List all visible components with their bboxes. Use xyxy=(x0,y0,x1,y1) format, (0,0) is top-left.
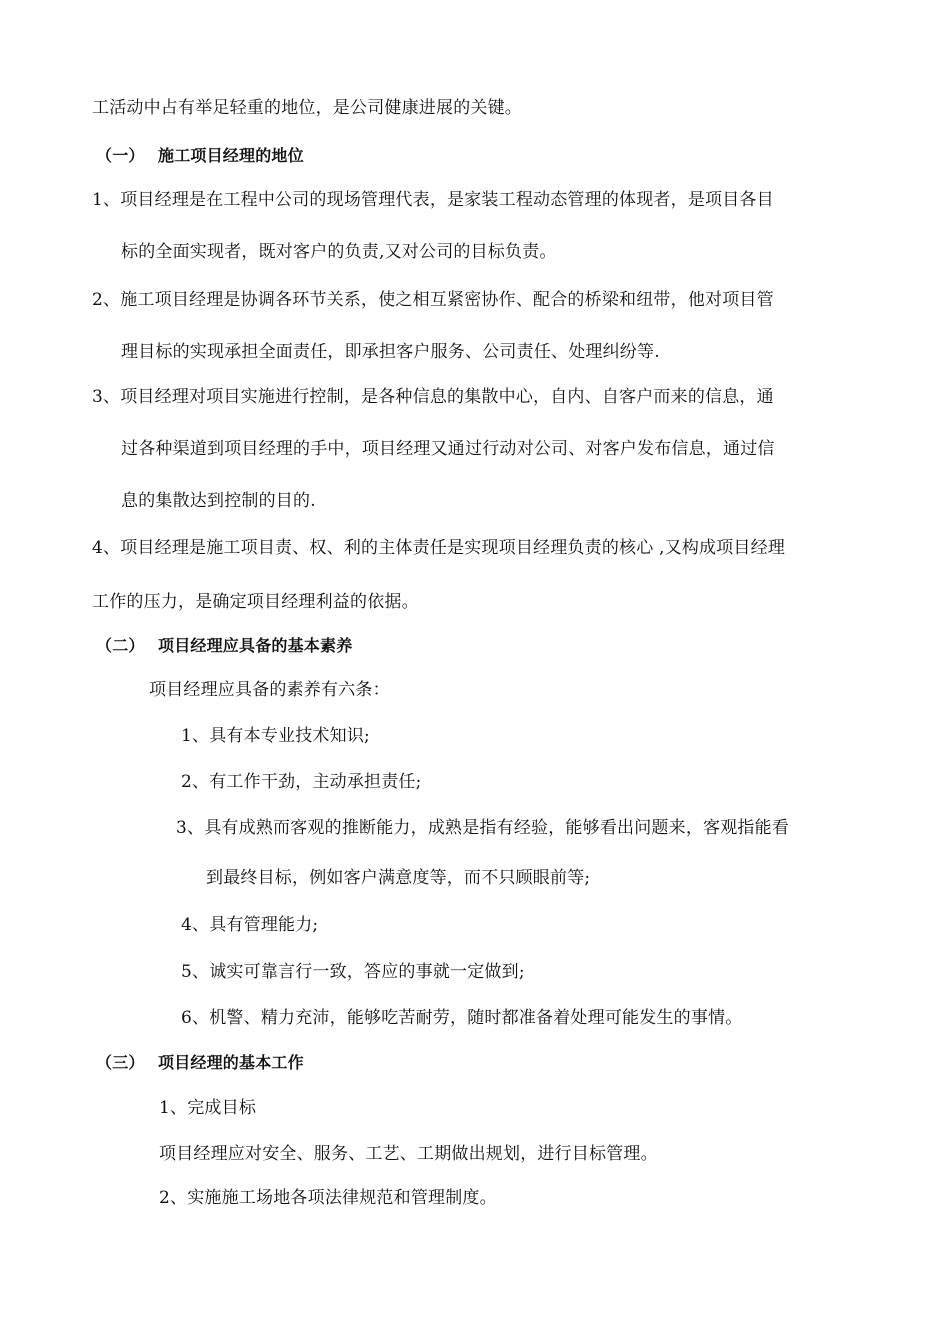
section-2-heading xyxy=(96,634,352,658)
section-2-item-1: 1、具有本专业技术知识; xyxy=(181,726,370,746)
section-1-item-3-line-3: 息的集散达到控制的目的. xyxy=(121,491,316,511)
section-1-item-4-line-1: 4、项目经理是施工项目责、权、利的主体责任是实现项目经理负责的核心 ,又构成项目经理 xyxy=(92,538,786,558)
section-2-number: （二） xyxy=(96,636,145,655)
section-1-item-3-line-1: 3、项目经理对项目实施进行控制，是各种信息的集散中心，自内、自客户而来的信息，通 xyxy=(92,387,774,407)
section-3-item-1-detail: 项目经理应对安全、服务、工艺、工期做出规划，进行目标管理。 xyxy=(159,1144,658,1164)
section-1-item-1-line-1: 1、项目经理是在工程中公司的现场管理代表，是家装工程动态管理的体现者，是项目各目 xyxy=(92,190,774,210)
section-1-heading xyxy=(96,144,304,168)
section-3-item-2: 2、实施施工场地各项法律规范和管理制度。 xyxy=(159,1188,497,1208)
section-3-heading xyxy=(96,1051,304,1075)
intro-text: 工活动中占有举足轻重的地位，是公司健康进展的关键。 xyxy=(92,98,522,118)
section-2-lead: 项目经理应具备的素养有六条： xyxy=(149,680,390,700)
section-2-item-2: 2、有工作干劲，主动承担责任; xyxy=(181,772,422,792)
section-2-item-5: 5、诚实可靠言行一致，答应的事就一定做到; xyxy=(181,962,525,982)
section-1-item-2-line-1: 2、施工项目经理是协调各环节关系，使之相互紧密协作、配合的桥梁和纽带，他对项目管 xyxy=(92,290,774,310)
section-3-number: （三） xyxy=(96,1053,145,1072)
section-3-title: 项目经理的基本工作 xyxy=(158,1053,304,1072)
section-2-title: 项目经理应具备的基本素养 xyxy=(158,636,353,655)
section-1-item-1-line-2: 标的全面实现者，既对客户的负责,又对公司的目标负责。 xyxy=(121,242,557,262)
section-1-title: 施工项目经理的地位 xyxy=(158,146,304,165)
section-2-item-6: 6、机警、精力充沛，能够吃苦耐劳，随时都准备着处理可能发生的事情。 xyxy=(181,1008,743,1028)
section-1-item-3-line-2: 过各种渠道到项目经理的手中，项目经理又通过行动对公司、对客户发布信息，通过信 xyxy=(121,439,775,459)
section-1-number: （一） xyxy=(96,146,145,165)
section-2-item-3-line-1: 3、具有成熟而客观的推断能力，成熟是指有经验，能够看出问题来，客观指能看 xyxy=(176,818,790,838)
section-3-item-1: 1、完成目标 xyxy=(159,1098,257,1118)
section-2-item-4: 4、具有管理能力; xyxy=(181,915,319,935)
section-1-item-2-line-2: 理目标的实现承担全面责任，即承担客户服务、公司责任、处理纠纷等. xyxy=(121,342,660,362)
section-1-item-4-line-2: 工作的压力，是确定项目经理利益的依据。 xyxy=(92,592,419,612)
section-2-item-3-line-2: 到最终目标，例如客户满意度等，而不只顾眼前等; xyxy=(206,868,591,888)
